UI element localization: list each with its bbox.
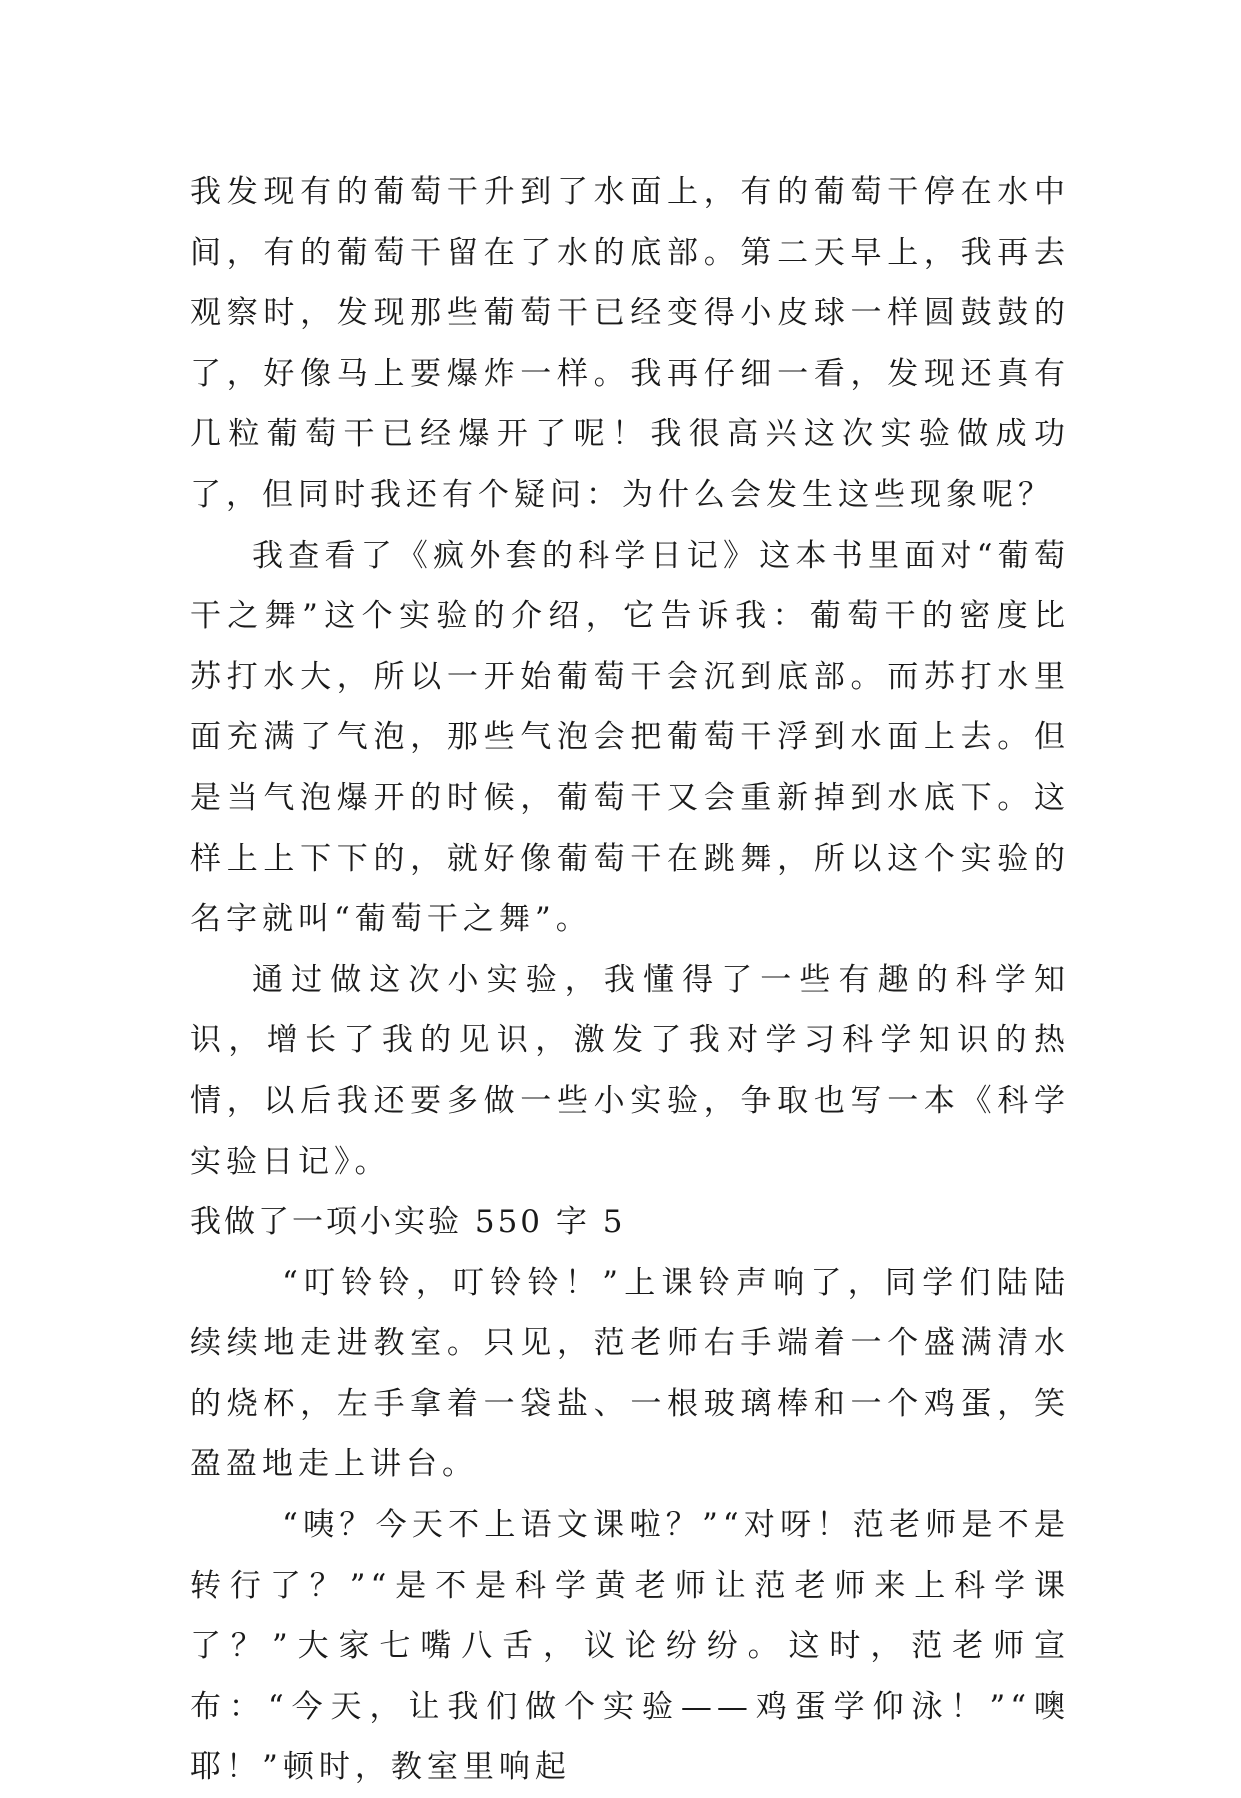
- paragraph-2: 我查看了《疯外套的科学日记》这本书里面对“葡萄干之舞”这个实验的介绍，它告诉我：葡萄干的密度比苏打水大，所以一开始葡萄干会沉到底部。而苏打水里面充满了气泡，那些气泡会把葡萄干浮到水面上去。但是当气泡爆开的时候，葡萄干又会重新掉到水底下。这样上上下下的，就好像葡萄干在跳舞，所以这个实验的名字就叫“葡萄干之舞”。: [190, 537, 1070, 938]
- document-body: [190, 162, 1070, 1798]
- paragraph-5: “咦？今天不上语文课啦？”“对呀！范老师是不是转行了？”“是不是科学黄老师让范老师来上科学课了？”大家七嘴八舌，议论纷纷。这时，范老师宣布：“今天，让我们做个实验——鸡蛋学仰泳！”“噢耶！”顿时，教室里响起: [190, 1507, 1070, 1786]
- paragraph-4: “叮铃铃，叮铃铃！”上课铃声响了，同学们陆陆续续地走进教室。只见，范老师右手端着一个盛满清水的烧杯，左手拿着一袋盐、一根玻璃棒和一个鸡蛋，笑盈盈地走上讲台。: [190, 1264, 1070, 1483]
- paragraph-3: 通过做这次小实验，我懂得了一些有趣的科学知识，增长了我的见识，激发了我对学习科学知识的热情，以后我还要多做一些小实验，争取也写一本《科学实验日记》。: [190, 961, 1070, 1180]
- section-title: 我做了一项小实验 550 字 5: [190, 1204, 626, 1241]
- paragraph-1: 我发现有的葡萄干升到了水面上，有的葡萄干停在水中间，有的葡萄干留在了水的底部。第二天早上，我再去观察时，发现那些葡萄干已经变得小皮球一样圆鼓鼓的了，好像马上要爆炸一样。我再仔细一看，发现还真有几粒葡萄干已经爆开了呢！我很高兴这次实验做成功了，但同时我还有个疑问：为什么会发生这些现象呢？: [190, 174, 1070, 513]
